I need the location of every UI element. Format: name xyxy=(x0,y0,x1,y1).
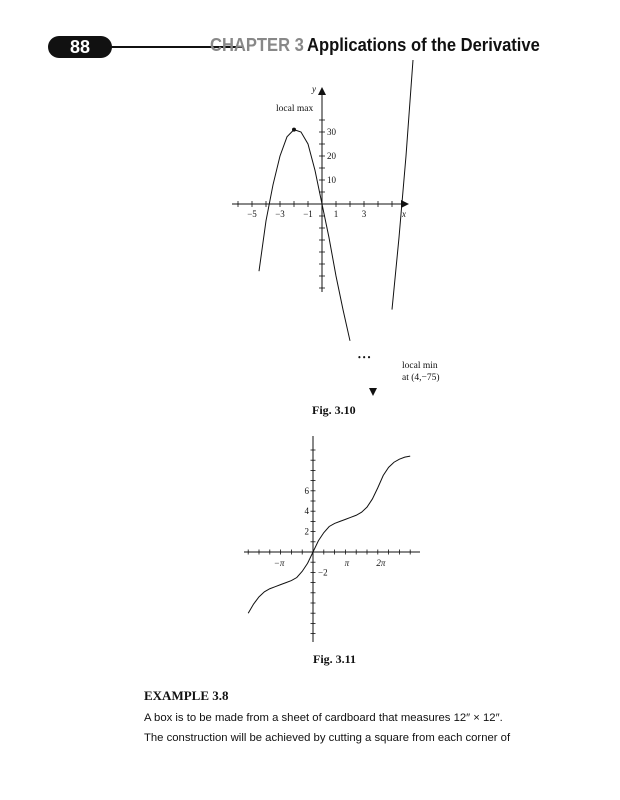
example-title: EXAMPLE 3.8 xyxy=(144,688,229,703)
function-curve xyxy=(392,60,413,310)
figure-3-11-plot xyxy=(0,420,620,660)
x-tick-label: −1 xyxy=(303,209,313,219)
y-tick-label: 4 xyxy=(304,506,309,517)
example-line-1: A box is to be made from a sheet of cardboard that measures 12″ × 12″. xyxy=(144,712,503,724)
example-body xyxy=(144,708,564,748)
figure-3-10-caption: Fig. 3.10 xyxy=(312,403,356,417)
chapter-label: CHAPTER 3 xyxy=(210,35,304,55)
ellipsis-marker: • • • xyxy=(358,353,371,362)
x-tick-label: −5 xyxy=(247,209,257,219)
local-min-label-line2: at (4,−75) xyxy=(402,373,440,383)
x-tick-label: −π xyxy=(273,558,285,568)
local-max-label: local max xyxy=(276,104,314,114)
function-curve xyxy=(259,130,350,341)
down-arrow-icon xyxy=(369,388,377,396)
chapter-title: Applications of the Derivative xyxy=(307,35,540,55)
y-tick-label: −2 xyxy=(318,567,328,578)
y-tick-label: 30 xyxy=(327,127,336,137)
y-tick-label: 10 xyxy=(327,175,336,185)
page-number: 88 xyxy=(48,36,112,58)
x-tick-label: 2π xyxy=(376,558,386,568)
x-tick-label: 3 xyxy=(361,209,367,219)
x-axis-label: x xyxy=(402,209,406,219)
x-tick-label: π xyxy=(344,558,350,568)
example-line-2: The construction will be achieved by cutting a square from each corner of xyxy=(144,732,511,744)
y-tick-label: 20 xyxy=(327,151,336,161)
function-curve xyxy=(248,456,410,613)
y-axis-label: y xyxy=(312,84,316,94)
figure-3-11-caption: Fig. 3.11 xyxy=(313,652,357,666)
x-tick-label: 1 xyxy=(333,209,339,219)
y-tick-label: 6 xyxy=(304,485,309,496)
x-tick-label: −3 xyxy=(275,209,285,219)
y-tick-label: 2 xyxy=(304,526,309,537)
local-min-label-line1: local min xyxy=(402,361,438,371)
local-max-point xyxy=(292,128,296,132)
